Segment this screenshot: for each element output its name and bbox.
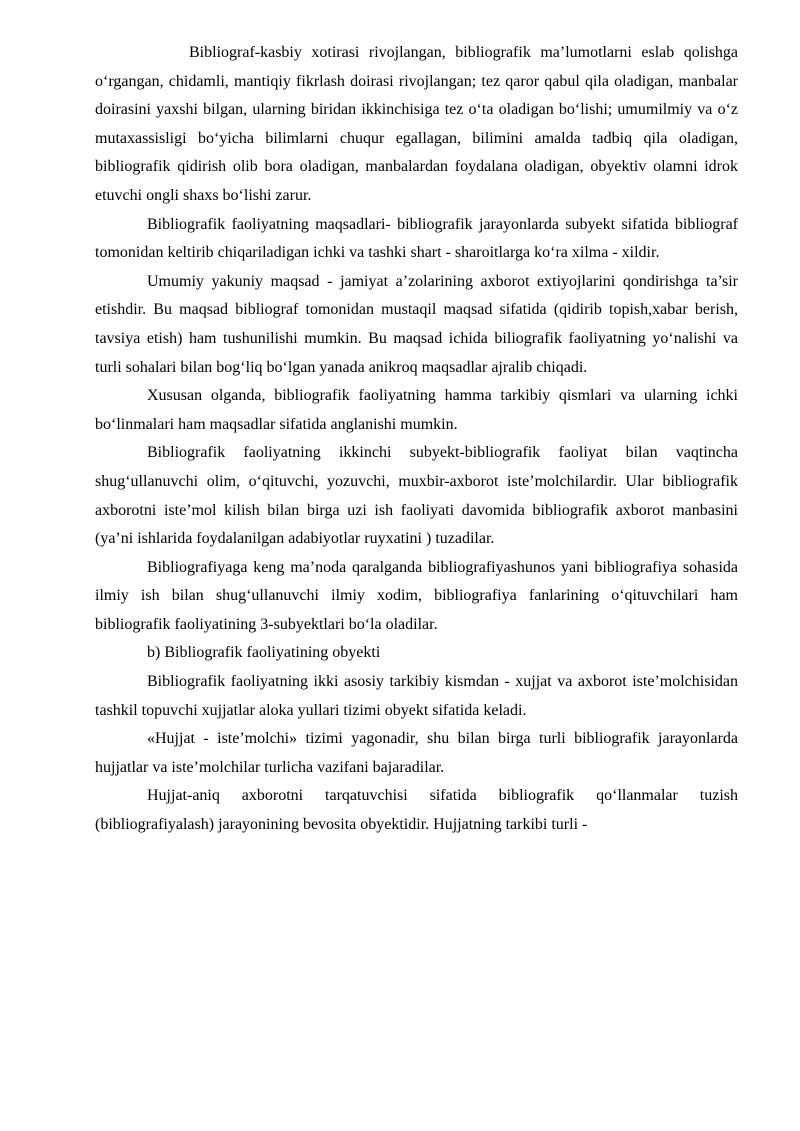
paragraph-third-subject: Bibliografiyaga keng ma’noda qaralganda bibliografiyashunos yani bibliografiya sohasida ilmiy ish bilan shug‘ullanuvchi ilmiy xodim, bibliografiya fanlarining o‘qituvchilari ham bibliografik faoliyatining 3-subyektlari bo‘la oladilar. [95, 558, 738, 633]
paragraph-activity-goals: Bibliografik faoliyatning maqsadlari- bibliografik jarayonlarda subyekt sifatida bibliograf tomonidan keltirib chiqariladigan ichki va tashki shart - sharoitlarga ko‘ra xilma - xildir. [95, 215, 738, 262]
paragraph-document-role: Hujjat-aniq axborotni tarqatuvchisi sifatida bibliografik qo‘llanmalar tuzish (bibliografiyalash) jarayonining bevosita obyektidir. Hujjatning tarkibi turli - [95, 787, 738, 834]
paragraph-object-definition: Bibliografik faoliyatning ikki asosiy tarkibiy kismdan - xujjat va axborot iste’molchisidan tashkil topuvchi xujjatlar aloka yullari tizimi obyekt sifatida keladi. [95, 673, 738, 719]
paragraph-bibliographer-qualities: Bibliograf-kasbiy xotirasi rivojlangan, bibliografik ma’lumotlarni eslab qolishga o‘rgangan, chidamli, mantiqiy fikrlash doirasi rivojlangan; tez qaror qabul qila oladigan, manbalar doirasini yaxshi bilgan, ularning biridan ikkinchisiga tez o‘ta oladigan bo‘lishi; umumilmiy va o‘z mutaxassisligi bo‘yicha bilimlarni chuqur egallagan, bilimini amalda tadbiq qila oladigan, bibliografik qidirish olib bora oladigan, manbalardan foydalana oladigan, obyektiv olamni idrok etuvchi ongli shaxs bo‘lishi zarur. [95, 44, 738, 204]
paragraph-general-goal: Umumiy yakuniy maqsad - jamiyat a’zolarining axborot extiyojlarini qondirishga ta’sir etishdir. Bu maqsad bibliograf tomonidan mustaqil maqsad sifatida (qidirib topish,xabar berish, tavsiya etish) ham tushunilishi mumkin. Bu maqsad ichida biliografik faoliyatning yo‘nalishi va turli sohalari bilan bog‘liq bo‘lgan yanada anikroq maqsadlar ajralib chiqadi. [95, 272, 738, 376]
paragraph-second-subject: Bibliografik faoliyatning ikkinchi subyekt-bibliografik faoliyat bilan vaqtincha shug‘ullanuvchi olim, o‘qituvchi, yozuvchi, muxbir-axborot iste’molchilardir. Ular bibliografik axborotni iste’mol kilish bilan birga uzi ish faoliyati davomida bibliografik axborot manbasini (ya’ni ishlarida foydalanilgan adabiyotlar ruyxatini ) tuzadilar. [95, 444, 738, 548]
paragraph-components-as-goals: Xususan olganda, bibliografik faoliyatning hamma tarkibiy qismlari va ularning ichki bo‘linmalari ham maqsadlar sifatida anglanishi mumkin. [95, 387, 738, 433]
document-page [95, 39, 738, 840]
section-heading-object: b) Bibliografik faoliyatining obyekti [147, 644, 381, 662]
paragraph-document-consumer-system: «Hujjat - iste’molchi» tizimi yagonadir, shu bilan birga turli bibliografik jarayonlarda hujjatlar va iste’molchilar turlicha vazifani bajaradilar. [95, 730, 738, 776]
